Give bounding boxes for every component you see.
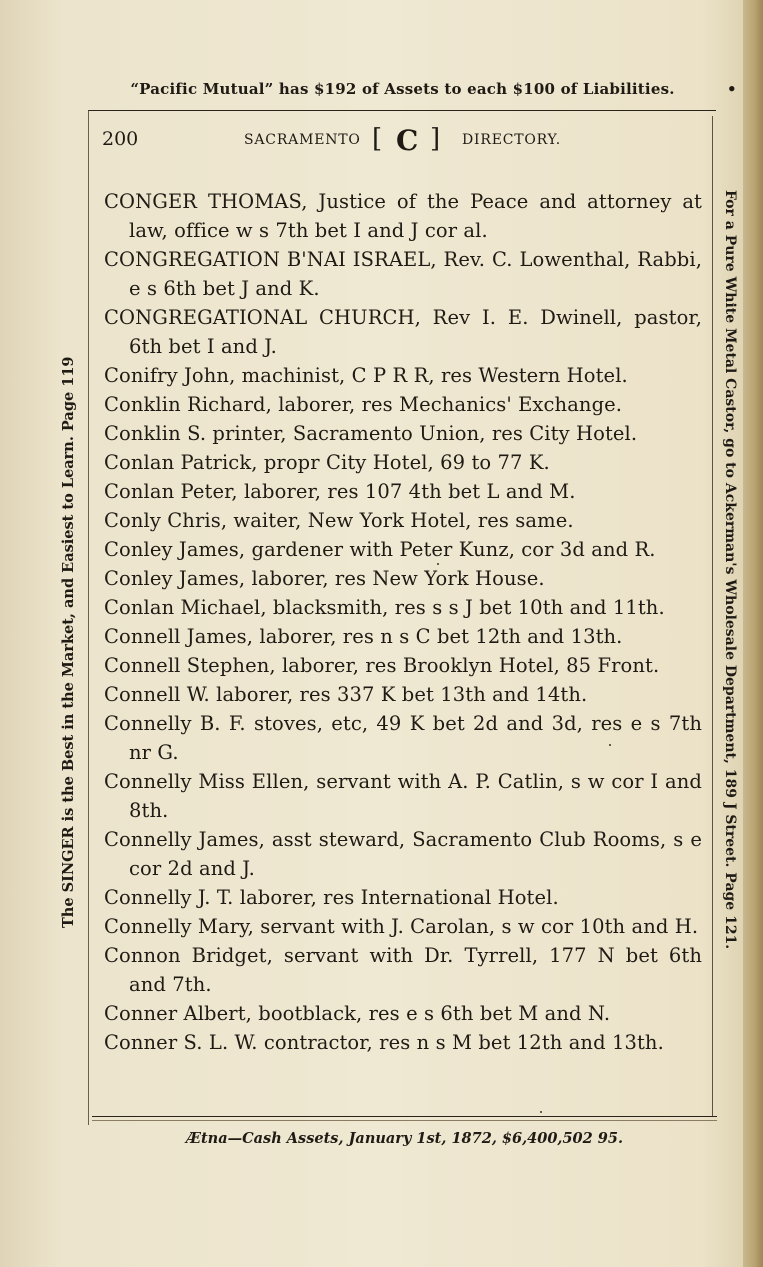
directory-entry: Connelly B. F. stoves, etc, 49 K bet 2d and 3d, res e s 7th nr G. bbox=[104, 712, 702, 764]
directory-entry: CONGREGATION B'NAI ISRAEL, Rev. C. Lowenthal, Rabbi, e s 6th bet J and K. bbox=[104, 248, 702, 300]
directory-entry: Connell James, laborer, res n s C bet 12th and 13th. bbox=[104, 625, 623, 648]
top-advertisement: “Pacific Mutual” has $192 of Assets to each $100 of Liabilities. bbox=[130, 80, 675, 98]
directory-entry: Conley James, laborer, res New York House. bbox=[104, 567, 545, 590]
directory-entry: Conner S. L. W. contractor, res n s M bet 12th and 13th. bbox=[104, 1031, 664, 1054]
ink-speck bbox=[609, 744, 611, 746]
directory-entry: CONGREGATIONAL CHURCH, Rev I. E. Dwinell, pastor, 6th bet I and J. bbox=[104, 306, 702, 358]
bottom-rule bbox=[92, 1116, 717, 1117]
directory-entry: Conley James, gardener with Peter Kunz, cor 3d and R. bbox=[104, 538, 656, 561]
bottom-advertisement: Ætna—Cash Assets, January 1st, 1872, $6,400,502 95. bbox=[185, 1130, 623, 1147]
top-dot: • bbox=[727, 80, 737, 98]
directory-entry: Connell W. laborer, res 337 K bet 13th and 14th. bbox=[104, 683, 588, 706]
bottom-rule-thin bbox=[92, 1120, 717, 1121]
directory-entry: Conlan Michael, blacksmith, res s s J bet 10th and 11th. bbox=[104, 596, 665, 619]
frame-right-rule bbox=[712, 116, 713, 1116]
right-margin-advertisement: For a Pure White Metal Castor, go to Ackerman's Wholesale Department, 189 J Street. Page 121. bbox=[722, 190, 738, 950]
directory-entry: Conlan Peter, laborer, res 107 4th bet L and M. bbox=[104, 480, 576, 503]
directory-entry: CONGER THOMAS, Justice of the Peace and attorney at law, office w s 7th bet I and J cor al. bbox=[104, 190, 702, 242]
directory-entry: Connelly Miss Ellen, servant with A. P. Catlin, s w cor I and 8th. bbox=[104, 770, 702, 822]
directory-entry: Connelly Mary, servant with J. Carolan, s w cor 10th and H. bbox=[104, 915, 699, 938]
directory-entries bbox=[104, 187, 702, 1057]
directory-entry: Connelly James, asst steward, Sacramento Club Rooms, s e cor 2d and J. bbox=[104, 828, 702, 880]
directory-entry: Conklin S. printer, Sacramento Union, res City Hotel. bbox=[104, 422, 638, 445]
directory-entry: Conner Albert, bootblack, res e s 6th bet M and N. bbox=[104, 1002, 611, 1025]
header-directory: DIRECTORY. bbox=[462, 132, 562, 148]
directory-entry: Conlan Patrick, propr City Hotel, 69 to 77 K. bbox=[104, 451, 550, 474]
header-bracket-right: ] bbox=[430, 124, 441, 154]
page-edge bbox=[743, 0, 763, 1267]
directory-entry: Conifry John, machinist, C P R R, res Western Hotel. bbox=[104, 364, 628, 387]
directory-entry: Conly Chris, waiter, New York Hotel, res same. bbox=[104, 509, 574, 532]
directory-entry: Connell Stephen, laborer, res Brooklyn Hotel, 85 Front. bbox=[104, 654, 660, 677]
left-margin-advertisement: The SINGER is the Best in the Market, and Easiest to Learn. Page 119 bbox=[60, 356, 77, 928]
ink-speck bbox=[437, 563, 439, 565]
running-header bbox=[102, 124, 702, 160]
header-section-letter: C bbox=[396, 124, 419, 157]
directory-entry: Connelly J. T. laborer, res International Hotel. bbox=[104, 886, 559, 909]
header-city: SACRAMENTO bbox=[244, 132, 361, 148]
directory-entry: Connon Bridget, servant with Dr. Tyrrell, 177 N bet 6th and 7th. bbox=[104, 944, 702, 996]
directory-entry: Conklin Richard, laborer, res Mechanics' Exchange. bbox=[104, 393, 623, 416]
ink-speck bbox=[540, 1111, 542, 1113]
header-bracket-left: [ bbox=[372, 124, 383, 154]
page-number: 200 bbox=[102, 128, 139, 150]
